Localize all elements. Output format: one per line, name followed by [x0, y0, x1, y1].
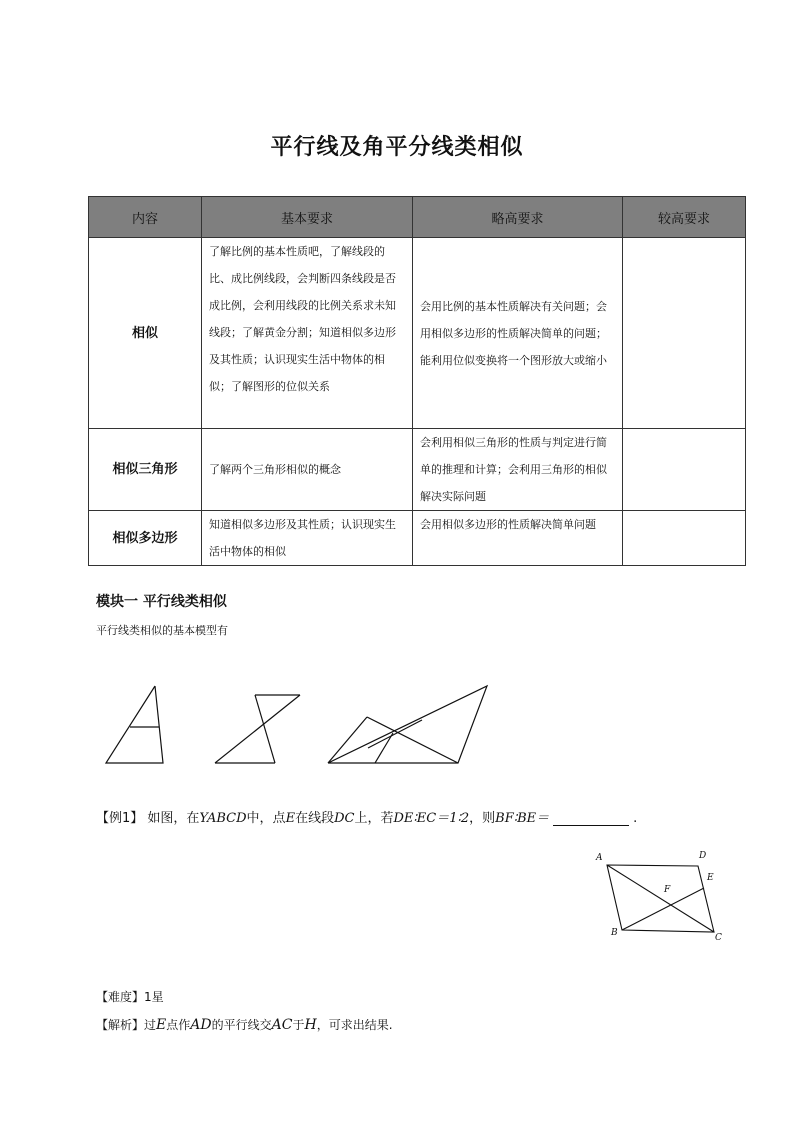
answer-blank[interactable] — [553, 811, 629, 826]
requirements-table — [88, 196, 746, 566]
example-text: ，则 — [469, 811, 496, 826]
row-basic: 了解两个三角形相似的概念 — [202, 429, 413, 511]
model-x-hourglass — [215, 695, 300, 763]
header-content: 内容 — [89, 197, 202, 238]
example-text: 上，若 — [354, 811, 394, 826]
parallelogram-figure — [590, 845, 730, 950]
analysis-text: 过 — [144, 1018, 157, 1032]
example-tag: 【例1】 — [96, 811, 144, 826]
analysis-text: 于 — [292, 1018, 305, 1032]
analysis-segment-ac: AC — [271, 1017, 293, 1033]
header-highest: 较高要求 — [623, 197, 746, 238]
segment-be — [622, 888, 704, 930]
module-heading: 模块一 平行线类相似 — [96, 594, 227, 610]
analysis-line — [96, 1016, 393, 1033]
parallelogram-name: YABCD — [199, 811, 247, 826]
analysis-point-e: E — [156, 1017, 167, 1033]
label-f: F — [664, 885, 671, 895]
row-basic: 知道相似多边形及其性质；认识现实生活中物体的相似 — [202, 511, 413, 566]
row-basic: 了解比例的基本性质吧，了解线段的比、成比例线段，会判断四条线段是否成比例，会利用线段的比例关系求未知线段；了解黄金分割；知道相似多边形及其性质；认识现实生活中物体的相似；了解图形的位似关系 — [202, 238, 413, 429]
row-higher: 会利用相似三角形的性质与判定进行简单的推理和计算；会利用三角形的相似解决实际问题 — [413, 429, 623, 511]
row-topic: 相似多边形 — [89, 511, 202, 566]
row-highest — [623, 238, 746, 429]
label-d: D — [699, 851, 707, 861]
row-highest — [623, 429, 746, 511]
segment-dc: DC — [334, 811, 355, 826]
table-row — [89, 238, 746, 429]
page-title: 平行线及角平分线类相似 — [270, 135, 524, 160]
table-header-row — [89, 197, 746, 238]
header-higher: 略高要求 — [413, 197, 623, 238]
analysis-point-h: H — [304, 1017, 317, 1033]
difficulty-line — [96, 988, 164, 1005]
asked-ratio: BF∶BE＝ — [495, 811, 550, 826]
module-intro: 平行线类相似的基本模型有 — [96, 624, 228, 637]
given-ratio: DE∶EC＝1∶2 — [393, 811, 470, 826]
example-text: 中，点 — [246, 811, 286, 826]
example-text: 如图，在 — [143, 811, 200, 826]
row-higher: 会用比例的基本性质解决有关问题；会用相似多边形的性质解决简单的问题；能利用位似变换将一个图形放大或缩小 — [413, 238, 623, 429]
difficulty-value: 1星 — [144, 990, 164, 1004]
analysis-label: 【解析】 — [96, 1018, 145, 1032]
parallel-line-models-figure — [100, 680, 500, 770]
example-text: . — [633, 811, 638, 826]
row-higher: 会用相似多边形的性质解决简单问题 — [413, 511, 623, 566]
row-topic: 相似三角形 — [89, 429, 202, 511]
row-highest — [623, 511, 746, 566]
example-1 — [96, 807, 637, 826]
table-row — [89, 511, 746, 566]
table-row — [89, 429, 746, 511]
diagonal-ac — [607, 865, 714, 932]
analysis-text: 的平行线交 — [211, 1018, 272, 1032]
model-a-triangle — [106, 686, 163, 763]
label-a: A — [596, 853, 603, 863]
analysis-text: ，可求出结果. — [316, 1018, 393, 1032]
point-e: E — [285, 811, 296, 826]
model-composite-triangle — [328, 686, 487, 763]
analysis-segment-ad: AD — [190, 1017, 212, 1033]
header-basic: 基本要求 — [202, 197, 413, 238]
label-c: C — [715, 933, 722, 943]
analysis-text: 点作 — [166, 1018, 191, 1032]
difficulty-label: 【难度】 — [96, 990, 145, 1004]
row-topic: 相似 — [89, 238, 202, 429]
label-e: E — [707, 873, 714, 883]
label-b: B — [611, 928, 618, 938]
example-text: 在线段 — [295, 811, 335, 826]
